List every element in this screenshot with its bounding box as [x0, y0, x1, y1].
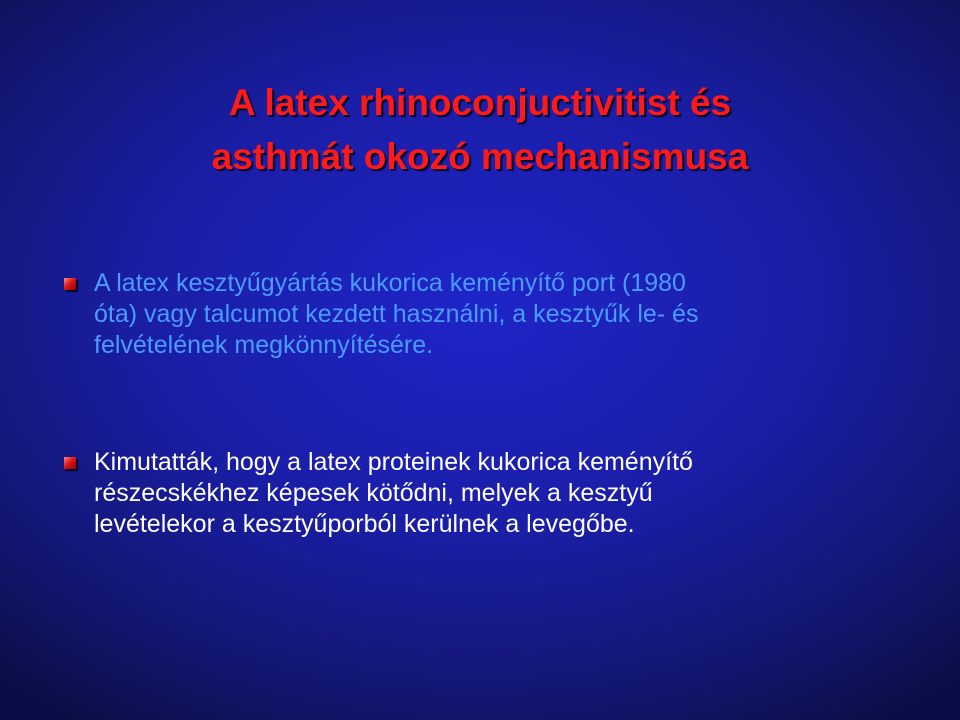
- bullet-1-line-2: óta) vagy talcumot kezdett használni, a kesztyűk le- és: [94, 300, 699, 328]
- slide-title: [60, 76, 900, 184]
- slide-title-line-1: A latex rhinoconjuctivitist és: [228, 82, 732, 123]
- bullet-1-line-3: felvételének megkönnyítésére.: [94, 331, 434, 359]
- bullet-1-line-1: A latex kesztyűgyártás kukorica keményítő port (1980: [94, 269, 686, 297]
- bullet-item-1: [64, 268, 914, 361]
- square-bullet-icon: [64, 278, 76, 290]
- bullet-text-1: [94, 268, 914, 361]
- bullet-2-line-1: Kimutatták, hogy a latex proteinek kukorica keményítő: [94, 448, 693, 476]
- slide-title-line-2: asthmát okozó mechanismusa: [211, 136, 749, 177]
- bullet-2-line-3: levételekor a kesztyűporból kerülnek a levegőbe.: [94, 510, 635, 538]
- bullet-list: [64, 268, 914, 540]
- bullet-item-2: [64, 447, 914, 540]
- bullet-text-2: [94, 447, 914, 540]
- bullet-2-line-2: részecskékhez képesek kötődni, melyek a kesztyű: [94, 479, 653, 507]
- square-bullet-icon: [64, 457, 76, 469]
